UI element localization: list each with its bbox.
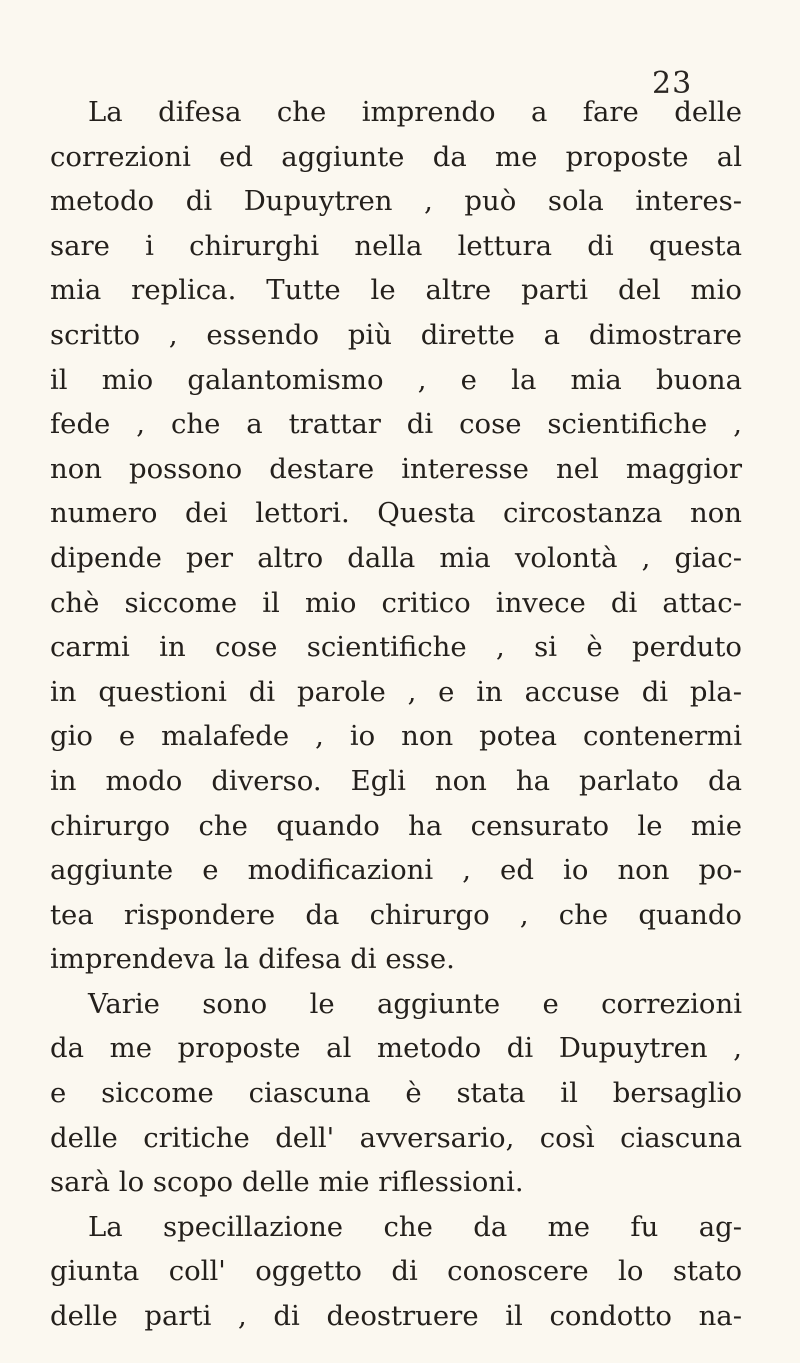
text-line: dipende per altro dalla mia volontà , giac- bbox=[50, 541, 742, 574]
page-number: 23 bbox=[652, 66, 693, 101]
text-line: sare i chirurghi nella lettura di questa bbox=[50, 229, 742, 262]
text-line: La difesa che imprendo a fare delle bbox=[88, 96, 742, 128]
body-text bbox=[50, 90, 742, 1339]
text-line: gio e malafede , io non potea contenermi bbox=[50, 720, 742, 753]
text-line: correzioni ed aggiunte da me proposte al bbox=[50, 140, 742, 173]
text-line: imprendeva la difesa di esse. bbox=[50, 943, 455, 976]
text-line: metodo di Dupuytren , può sola interes- bbox=[50, 185, 742, 218]
text-line: scritto , essendo più dirette a dimostrare bbox=[50, 318, 742, 351]
text-line: in modo diverso. Egli non ha parlato da bbox=[50, 764, 742, 797]
text-line: non possono destare interesse nel maggior bbox=[50, 452, 742, 485]
text-line: fede , che a trattar di cose scientifiche , bbox=[50, 408, 742, 441]
text-line: aggiunte e modificazioni , ed io non po- bbox=[50, 854, 742, 887]
text-line: giunta coll' oggetto di conoscere lo stato bbox=[50, 1255, 742, 1288]
text-line: in questioni di parole , e in accuse di pla- bbox=[50, 675, 742, 708]
text-line: e siccome ciascuna è stata il bersaglio bbox=[50, 1077, 742, 1110]
text-line: chirurgo che quando ha censurato le mie bbox=[50, 809, 742, 842]
text-line: La specillazione che da me fu ag- bbox=[88, 1210, 742, 1243]
text-line: sarà lo scopo delle mie riflessioni. bbox=[50, 1166, 524, 1199]
text-line: il mio galantomismo , e la mia buona bbox=[50, 363, 742, 396]
text-line: carmi in cose scientifiche , si è perduto bbox=[50, 631, 742, 664]
text-line: chè siccome il mio critico invece di attac- bbox=[50, 586, 742, 619]
text-line: delle parti , di deostruere il condotto na- bbox=[50, 1300, 742, 1333]
text-line: delle critiche dell' avversario, così ciascuna bbox=[50, 1121, 742, 1154]
text-line: Varie sono le aggiunte e correzioni bbox=[88, 987, 742, 1020]
text-line: da me proposte al metodo di Dupuytren , bbox=[50, 1032, 742, 1065]
text-line: mia replica. Tutte le altre parti del mio bbox=[50, 274, 742, 307]
text-line: tea rispondere da chirurgo , che quando bbox=[50, 898, 742, 931]
text-line: numero dei lettori. Questa circostanza non bbox=[50, 497, 742, 530]
